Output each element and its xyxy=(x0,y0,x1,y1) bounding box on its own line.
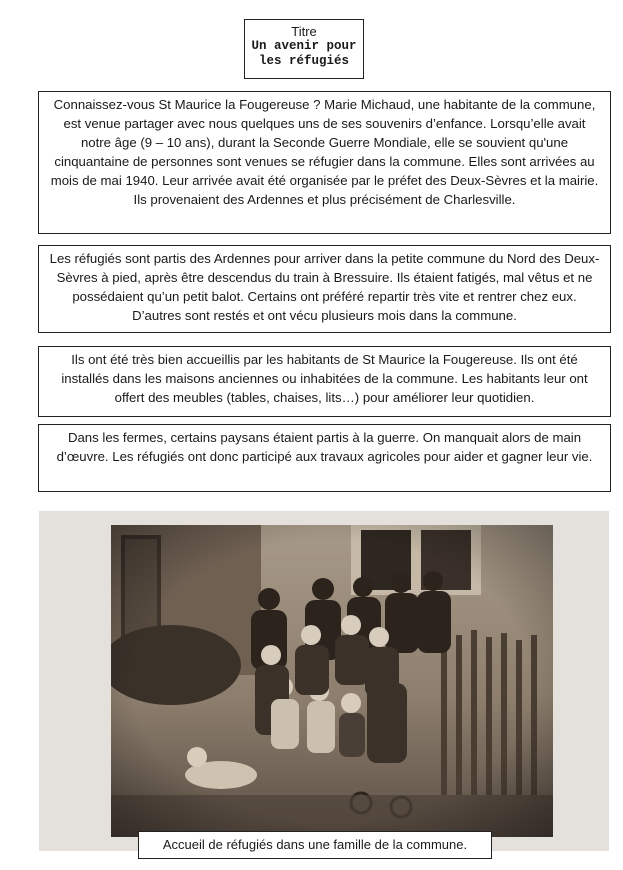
title-label: Titre xyxy=(291,24,317,39)
page-title: Un avenir pour les réfugiés xyxy=(251,39,357,68)
paragraph-1: Connaissez-vous St Maurice la Fougereuse ? Marie Michaud, une habitante de la commune, est venue partager avec nous quelques uns de ses souvenirs d’enfance. Lorsqu’elle avait notre âge (9 – 10 ans), durant la Seconde Guerre Mondiale, elle se souvient qu'une cinquantaine de personnes sont venues se réfugier dans la commune. Elles sont arrivées au mois de mai 1940. Leur arrivée avait été organisée par le préfet des Deux-Sèvres et la mairie. Ils provenaient des Ardennes et plus précisément de Charlesville. xyxy=(38,91,611,234)
photo-caption: Accueil de réfugiés dans une famille de la commune. xyxy=(138,831,492,859)
family-photo xyxy=(111,525,553,837)
paragraph-3: Ils ont été très bien accueillis par les habitants de St Maurice la Fougereuse. Ils ont été installés dans les maisons anciennes ou inhabitées de la commune. Les habitants leur ont offert des meubles (tables, chaises, lits…) pour améliorer leur quotidien. xyxy=(38,346,611,417)
title-box xyxy=(244,19,364,79)
photo-frame xyxy=(39,511,609,851)
paragraph-2: Les réfugiés sont partis des Ardennes pour arriver dans la petite commune du Nord des Deux-Sèvres à pied, après être descendus du train à Bressuire. Ils étaient fatigés, mal vêtus et ne possédaient qu’un petit balot. Certains ont préféré repartir très vite et rentrer chez eux. D’autres sont restés et ont vécu plusieurs mois dans la commune. xyxy=(38,245,611,333)
paragraph-4: Dans les fermes, certains paysans étaient partis à la guerre. On manquait alors de main d’œuvre. Les réfugiés ont donc participé aux travaux agricoles pour aider et gagner leur vie. xyxy=(38,424,611,492)
